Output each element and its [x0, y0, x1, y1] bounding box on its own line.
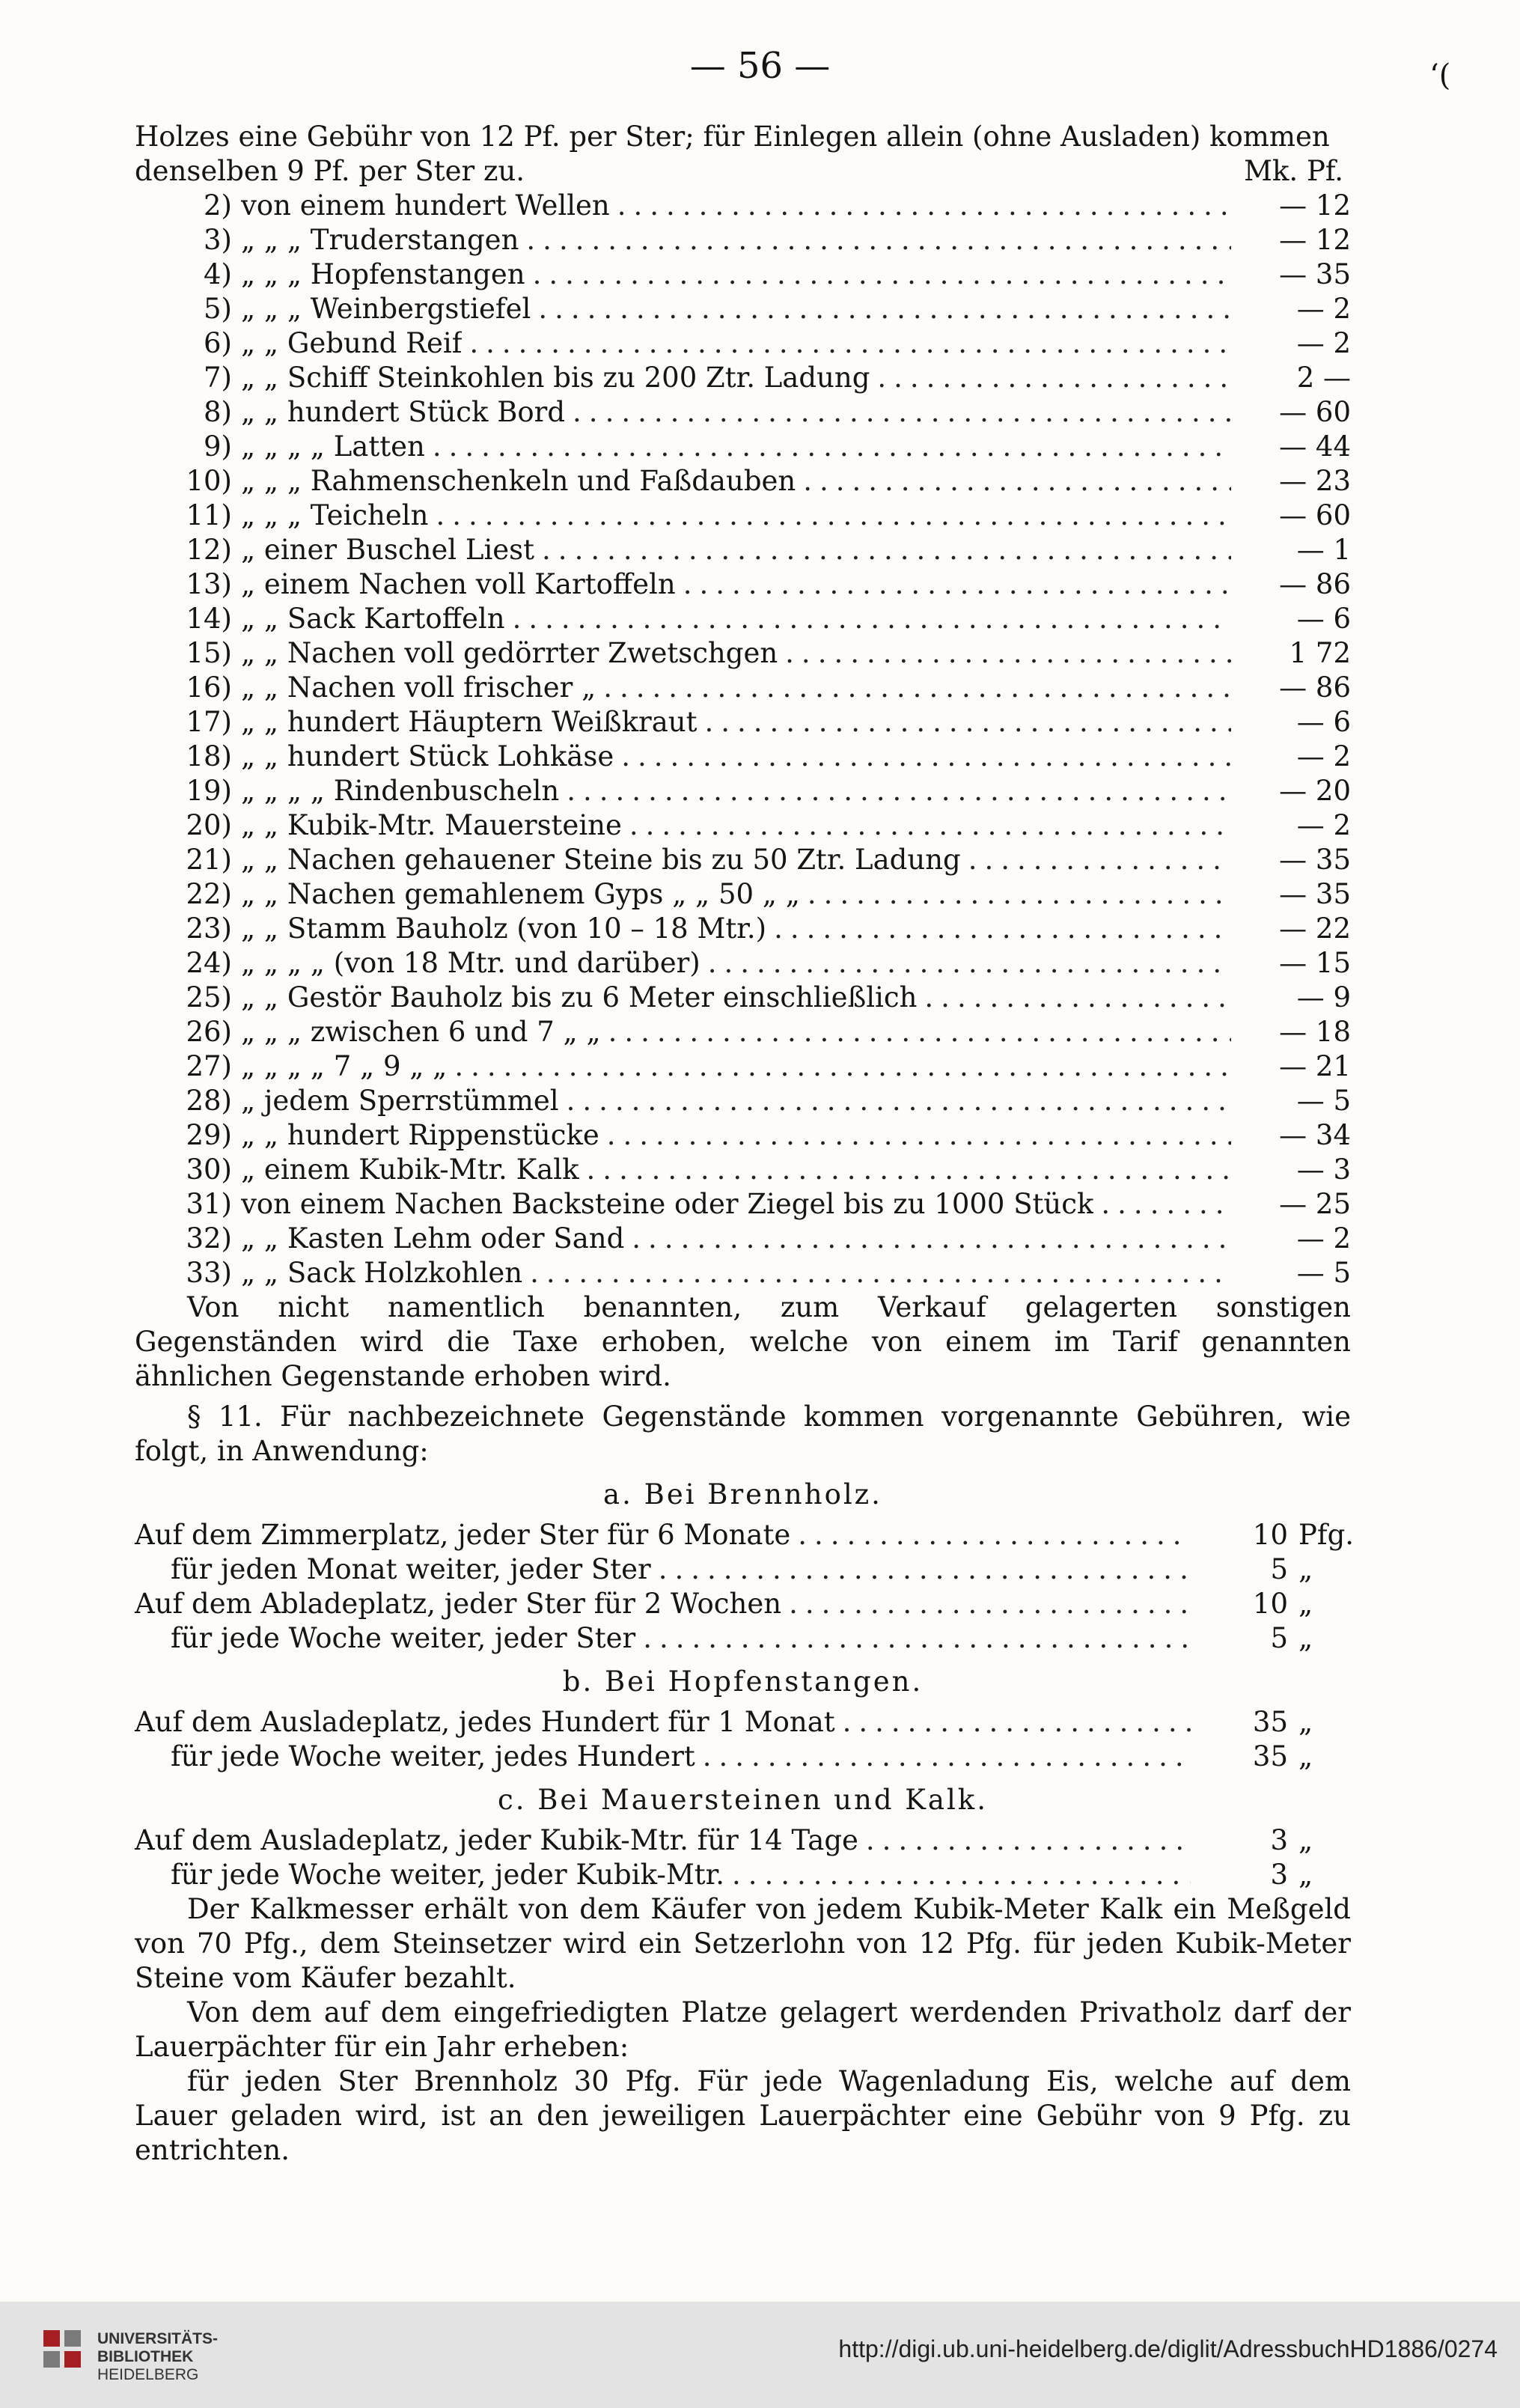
fee-item-amount: — 34: [1279, 1119, 1351, 1151]
leader-dots: [774, 912, 1231, 946]
leader-dots: [433, 430, 1231, 464]
fee-item-row: [135, 533, 1351, 567]
storage-fee-unit: „: [1298, 1740, 1313, 1773]
fee-item-index: 33): [186, 1257, 232, 1289]
storage-fee-row: [135, 1823, 1351, 1858]
intro-header-row: [135, 154, 1351, 189]
fee-item-text: von einem Nachen Backsteine oder Ziegel bis zu 1000 Stück: [241, 1188, 1094, 1220]
storage-fee-row: [135, 1552, 1351, 1587]
fee-item-amount: — 6: [1296, 706, 1351, 738]
fee-item-text: „ „ „ „ 7 „ 9 „ „: [241, 1050, 448, 1082]
fee-item-text: „ „ Kubik-Mtr. Mauersteine: [241, 809, 622, 841]
fee-item-row: [135, 1187, 1351, 1222]
fee-item-index: 18): [186, 740, 232, 772]
leader-dots: [567, 774, 1231, 808]
storage-fee-unit: „: [1298, 1553, 1313, 1585]
fee-item-row: [135, 912, 1351, 946]
storage-fee-unit: „: [1298, 1859, 1313, 1891]
fee-item-amount: 2 —: [1296, 362, 1351, 394]
fee-item-amount: — 21: [1279, 1050, 1351, 1082]
fee-item-amount: — 2: [1296, 740, 1351, 772]
storage-sections: [135, 1478, 1355, 1892]
fee-item-row: [135, 257, 1351, 292]
paragraph-kalk: Der Kalkmesser erhält von dem Käufer von jedem Kubik-Meter Kalk ein Meßgeld von 70 Pfg., dem Steinsetzer wird ein Setzerlohn von 12 Pfg. für jeden Kubik-Meter Steine vom Käufer bezahlt.: [135, 1893, 1351, 1994]
intro-line: Holzes eine Gebühr von 12 Pf. per Ster; für Einlegen allein (ohne Ausladen) kommen: [135, 121, 1330, 153]
paragraph-unnamed: Von nicht namentlich benannten, zum Verkauf gelagerten sonstigen Gegenständen wird die Taxe erhoben, welche von einem im Tarif genannten ähnlichen Gegenstande erhoben wird.: [135, 1291, 1351, 1392]
fee-item-row: [135, 292, 1351, 326]
page-number: — 56 —: [689, 45, 831, 87]
fee-item-text: „ „ „ „ Rindenbuscheln: [241, 775, 560, 807]
fee-item-index: 12): [186, 534, 232, 566]
fee-item-amount: — 86: [1279, 671, 1351, 704]
fee-item-index: 17): [186, 706, 232, 738]
leader-dots: [808, 877, 1231, 912]
storage-fee-text: für jeden Monat weiter, jeder Ster: [171, 1553, 651, 1585]
fee-item-text: „ „ „ Truderstangen: [241, 224, 519, 256]
leader-dots: [469, 326, 1231, 361]
storage-fee-amount: 10: [1252, 1588, 1288, 1620]
fee-item-index: 9): [204, 430, 232, 463]
fee-item-text: „ „ Sack Kartoffeln: [241, 603, 505, 635]
fee-item-row: [135, 395, 1351, 430]
fee-item-index: 6): [204, 327, 232, 359]
intro-line-2: denselben 9 Pf. per Ster zu.: [135, 155, 525, 187]
fee-item-index: 31): [186, 1188, 232, 1220]
fee-item-text: von einem hundert Wellen: [241, 189, 610, 222]
storage-fee-amount: 10: [1252, 1519, 1288, 1551]
fee-item-amount: — 23: [1279, 465, 1351, 497]
fee-item-text: „ „ „ Rahmenschenkeln und Faßdauben: [241, 465, 796, 497]
leader-dots: [632, 1222, 1231, 1256]
leader-dots: [587, 1153, 1231, 1187]
leader-dots: [436, 499, 1231, 533]
fee-item-amount: — 44: [1279, 430, 1351, 463]
paragraph-privatholz: Von dem auf dem eingefriedigten Platze gelagert werdenden Privatholz darf der Lauerpächter für ein Jahr erheben:: [135, 1996, 1351, 2063]
leader-dots: [924, 981, 1231, 1015]
storage-fee-row: [135, 1587, 1351, 1621]
leader-dots: [629, 808, 1231, 843]
fee-item-row: [135, 1015, 1351, 1049]
leader-dots: [659, 1552, 1191, 1587]
leader-dots: [513, 602, 1231, 636]
fee-item-index: 14): [186, 603, 232, 635]
fee-item-amount: — 9: [1296, 981, 1351, 1014]
leader-dots: [607, 1118, 1231, 1153]
fee-item-amount: — 1: [1296, 534, 1351, 566]
fee-item-row: [135, 430, 1351, 464]
storage-fee-unit: „: [1298, 1706, 1313, 1738]
fee-item-amount: — 6: [1296, 603, 1351, 635]
leader-dots: [530, 1256, 1231, 1290]
fee-item-text: „ „ „ Weinbergstiefel: [241, 293, 531, 325]
leader-dots: [621, 740, 1231, 774]
fee-item-index: 24): [186, 947, 232, 979]
fee-item-amount: — 35: [1279, 844, 1351, 876]
fee-item-row: [135, 808, 1351, 843]
fee-item-text: „ „ „ „ Latten: [241, 430, 425, 463]
storage-fee-row: [135, 1518, 1355, 1552]
fee-item-index: 32): [186, 1222, 232, 1255]
fee-item-index: 29): [186, 1119, 232, 1151]
fee-item-amount: — 22: [1279, 912, 1351, 945]
fee-item-amount: — 12: [1279, 224, 1351, 256]
fee-item-text: „ „ Kasten Lehm oder Sand: [241, 1222, 625, 1255]
storage-fee-unit: „: [1298, 1588, 1313, 1620]
fee-item-row: [135, 223, 1351, 257]
fee-item-amount: — 25: [1279, 1188, 1351, 1220]
fee-item-index: 21): [186, 844, 232, 876]
fee-item-index: 22): [186, 878, 232, 910]
fee-item-index: 8): [204, 396, 232, 428]
fee-item-text: „ einem Nachen voll Kartoffeln: [241, 568, 676, 600]
leader-dots: [732, 1858, 1191, 1892]
leader-dots: [526, 223, 1231, 257]
fee-item-text: „ „ hundert Stück Lohkäse: [241, 740, 614, 772]
fee-item-row: [135, 981, 1351, 1015]
fee-item-index: 4): [204, 258, 232, 290]
storage-fee-text: Auf dem Zimmerplatz, jeder Ster für 6 Monate: [135, 1519, 791, 1551]
leader-dots: [866, 1823, 1191, 1858]
fee-item-text: „ „ „ Hopfenstangen: [241, 258, 525, 290]
fee-item-text: „ einer Buschel Liest: [241, 534, 535, 566]
currency-header: Mk. Pf.: [1244, 155, 1343, 187]
storage-fee-row: [135, 1858, 1351, 1892]
storage-fee-amount: 3: [1270, 1824, 1288, 1856]
fee-item-index: 3): [204, 224, 232, 256]
fee-item-text: „ „ „ Teicheln: [241, 499, 429, 531]
leader-dots: [643, 1621, 1191, 1656]
fee-item-text: „ „ Schiff Steinkohlen bis zu 200 Ztr. Ladung: [241, 362, 870, 394]
leader-dots: [968, 843, 1231, 877]
fee-list: [135, 189, 1351, 1290]
fee-item-index: 15): [186, 637, 232, 669]
fee-item-text: „ „ Gestör Bauholz bis zu 6 Meter einschließlich: [241, 981, 918, 1014]
fee-item-index: 13): [186, 568, 232, 600]
leader-dots: [542, 533, 1231, 567]
leader-dots: [603, 671, 1231, 705]
leader-dots: [877, 361, 1231, 395]
fee-item-amount: — 18: [1279, 1016, 1351, 1048]
fee-item-text: „ „ hundert Häuptern Weißkraut: [241, 706, 698, 738]
fee-item-amount: — 2: [1296, 327, 1351, 359]
storage-fee-amount: 3: [1270, 1859, 1288, 1891]
fee-item-text: „ jedem Sperrstümmel: [241, 1085, 559, 1117]
storage-fee-text: Auf dem Ausladeplatz, jeder Kubik-Mtr. für 14 Tage: [135, 1824, 858, 1856]
storage-fee-row: [135, 1621, 1351, 1656]
paragraph-brennholz: für jeden Ster Brennholz 30 Pfg. Für jede Wagenladung Eis, welche auf dem Lauer geladen wird, ist an den jeweiligen Lauerpächter eine Gebühr von 9 Pfg. zu entrichten.: [135, 2065, 1351, 2166]
document-body: [135, 120, 1355, 2168]
fee-item-index: 28): [186, 1085, 232, 1117]
footer-bar: [0, 2302, 1520, 2408]
fee-item-row: [135, 499, 1351, 533]
leader-dots: [803, 464, 1231, 499]
fee-item-amount: — 60: [1279, 499, 1351, 531]
fee-item-row: [135, 189, 1351, 223]
fee-item-amount: — 35: [1279, 258, 1351, 290]
storage-fee-amount: 35: [1252, 1706, 1288, 1738]
leader-dots: [704, 705, 1231, 740]
leader-dots: [608, 1015, 1231, 1049]
storage-fee-amount: 5: [1270, 1622, 1288, 1654]
leader-dots: [617, 189, 1231, 223]
fee-item-index: 11): [186, 499, 232, 531]
fee-item-amount: — 60: [1279, 396, 1351, 428]
fee-item-amount: — 2: [1296, 293, 1351, 325]
fee-item-text: „ „ „ zwischen 6 und 7 „ „: [241, 1016, 601, 1048]
fee-item-text: „ „ Nachen gemahlenem Gyps „ „ 50 „ „: [241, 878, 800, 910]
storage-fee-text: Auf dem Abladeplatz, jeder Ster für 2 Wochen: [135, 1588, 782, 1620]
section-title: c. Bei Mauersteinen und Kalk.: [497, 1784, 988, 1816]
fee-item-amount: — 5: [1296, 1085, 1351, 1117]
fee-item-amount: — 3: [1296, 1153, 1351, 1186]
section-title: a. Bei Brennholz.: [603, 1478, 882, 1511]
leader-dots: [798, 1518, 1191, 1552]
storage-fee-row: [135, 1705, 1351, 1740]
fee-item-row: [135, 1256, 1351, 1290]
fee-item-amount: — 5: [1296, 1257, 1351, 1289]
leader-dots: [703, 1740, 1191, 1774]
fee-item-index: 30): [186, 1153, 232, 1186]
fee-item-index: 5): [204, 293, 232, 325]
fee-item-row: [135, 1049, 1351, 1084]
fee-item-index: 10): [186, 465, 232, 497]
fee-item-row: [135, 1084, 1351, 1118]
section-title: b. Bei Hopfenstangen.: [562, 1665, 924, 1698]
fee-item-text: „ „ Nachen voll frischer „: [241, 671, 596, 704]
storage-fee-amount: 35: [1252, 1740, 1288, 1773]
fee-item-row: [135, 1222, 1351, 1256]
fee-item-text: „ „ Nachen voll gedörrter Zwetschgen: [241, 637, 778, 669]
fee-item-row: [135, 740, 1351, 774]
storage-fee-text: für jede Woche weiter, jeder Ster: [171, 1622, 636, 1654]
storage-fee-text: für jede Woche weiter, jedes Hundert: [171, 1740, 695, 1773]
fee-item-text: „ „ hundert Stück Bord: [241, 396, 566, 428]
leader-dots: [533, 257, 1231, 292]
storage-fee-text: für jede Woche weiter, jeder Kubik-Mtr.: [171, 1859, 724, 1891]
fee-item-text: „ „ Sack Holzkohlen: [241, 1257, 523, 1289]
fee-item-text: „ „ Stamm Bauholz (von 10 – 18 Mtr.): [241, 912, 767, 945]
storage-fee-unit: „: [1298, 1824, 1313, 1856]
fee-item-row: [135, 602, 1351, 636]
fee-item-row: [135, 705, 1351, 740]
fee-item-amount: — 12: [1279, 189, 1351, 222]
fee-item-amount: — 15: [1279, 947, 1351, 979]
storage-fee-unit: „: [1298, 1622, 1313, 1654]
fee-item-text: „ „ „ „ (von 18 Mtr. und darüber): [241, 947, 701, 979]
corner-mark: ‘(: [1429, 58, 1451, 93]
fee-item-amount: — 86: [1279, 568, 1351, 600]
fee-item-text: „ „ Gebund Reif: [241, 327, 463, 359]
fee-item-index: 25): [186, 981, 232, 1014]
leader-dots: [573, 395, 1231, 430]
storage-fee-amount: 5: [1270, 1553, 1288, 1585]
fee-item-row: [135, 877, 1351, 912]
leader-dots: [567, 1084, 1231, 1118]
leader-dots: [785, 636, 1231, 671]
fee-item-text: „ „ hundert Rippenstücke: [241, 1119, 599, 1151]
leader-dots: [789, 1587, 1191, 1621]
source-url-link[interactable]: http://digi.ub.uni-heidelberg.de/diglit/AdressbuchHD1886/0274: [838, 2335, 1498, 2362]
fee-item-amount: — 2: [1296, 1222, 1351, 1255]
fee-item-amount: — 35: [1279, 878, 1351, 910]
leader-dots: [454, 1049, 1231, 1084]
library-name: UNIVERSITÄTS- BIBLIOTHEK HEIDELBERG: [97, 2330, 219, 2383]
fee-item-row: [135, 1118, 1351, 1153]
leader-dots: [843, 1705, 1191, 1740]
fee-item-row: [135, 464, 1351, 499]
fee-item-row: [135, 843, 1351, 877]
fee-item-index: 19): [186, 775, 232, 807]
leader-dots: [683, 567, 1231, 602]
fee-item-amount: — 2: [1296, 809, 1351, 841]
library-logo-icon: [37, 2324, 90, 2377]
fee-item-row: [135, 946, 1351, 981]
fee-item-row: [135, 774, 1351, 808]
storage-fee-unit: Pfg.: [1298, 1519, 1355, 1551]
fee-item-index: 2): [204, 189, 232, 222]
fee-item-row: [135, 326, 1351, 361]
fee-item-text: „ einem Kubik-Mtr. Kalk: [241, 1153, 579, 1186]
fee-item-text: „ „ Nachen gehauener Steine bis zu 50 Ztr. Ladung: [241, 844, 961, 876]
fee-item-row: [135, 361, 1351, 395]
storage-fee-text: Auf dem Ausladeplatz, jedes Hundert für 1 Monat: [135, 1706, 835, 1738]
fee-item-row: [135, 567, 1351, 602]
fee-item-row: [135, 1153, 1351, 1187]
fee-item-row: [135, 636, 1351, 671]
fee-item-index: 26): [186, 1016, 232, 1048]
leader-dots: [538, 292, 1231, 326]
section-11: § 11. Für nachbezeichnete Gegenstände kommen vorgenannte Gebühren, wie folgt, in Anwendung:: [135, 1400, 1351, 1467]
fee-item-index: 27): [186, 1050, 232, 1082]
leader-dots: [1101, 1187, 1231, 1222]
fee-item-index: 16): [186, 671, 232, 704]
fee-item-index: 23): [186, 912, 232, 945]
fee-item-amount: — 20: [1279, 775, 1351, 807]
storage-fee-row: [135, 1740, 1351, 1774]
fee-item-index: 7): [204, 362, 232, 394]
fee-item-row: [135, 671, 1351, 705]
leader-dots: [708, 946, 1231, 981]
fee-item-amount: 1 72: [1289, 637, 1351, 669]
fee-item-index: 20): [186, 809, 232, 841]
